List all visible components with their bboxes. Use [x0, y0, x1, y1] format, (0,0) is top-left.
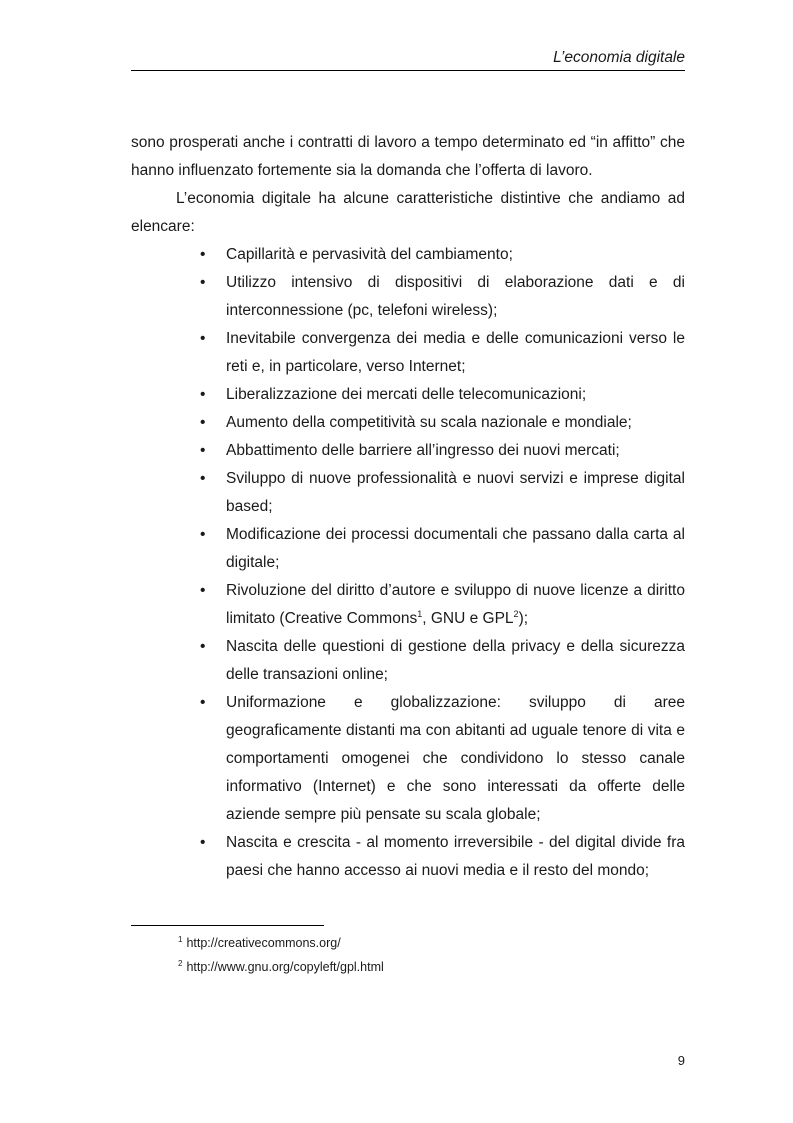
- list-item: [131, 325, 685, 381]
- list-item: [131, 521, 685, 577]
- list-item: [131, 577, 685, 633]
- running-header: [131, 48, 685, 71]
- list-item-text: Uniformazione e globalizzazione: sviluppo di aree geograficamente distanti ma con abitanti ad uguale tenore di vita e comportamenti omogenei che condividono lo stesso canale informativo (Internet) e che sono interessati da offerte delle aziende sempre più pensate su scala globale;: [226, 694, 685, 823]
- list-item: [131, 437, 685, 465]
- bullet-icon: •: [200, 582, 206, 599]
- footnotes: [178, 931, 384, 979]
- bullet-icon: •: [200, 274, 206, 291]
- list-item-text: Sviluppo di nuove professionalità e nuovi servizi e imprese digital based;: [226, 470, 685, 515]
- list-item-text-part: );: [518, 610, 529, 627]
- list-item-text: [226, 582, 685, 627]
- bullet-list: [131, 241, 685, 885]
- bullet-icon: •: [200, 526, 206, 543]
- bullet-icon: •: [200, 386, 206, 403]
- footnote-1: [178, 931, 384, 955]
- list-item: [131, 269, 685, 325]
- footnote-link[interactable]: http://www.gnu.org/copyleft/gpl.html: [186, 960, 384, 974]
- list-item-text: Nascita delle questioni di gestione della privacy e della sicurezza delle transazioni online;: [226, 638, 685, 683]
- footnote-number: 1: [178, 935, 183, 944]
- intro-paragraph: sono prosperati anche i contratti di lavoro a tempo determinato ed “in affitto” che hanno influenzato fortemente sia la domanda che l’offerta di lavoro.: [131, 134, 685, 179]
- list-item: [131, 381, 685, 409]
- list-item-text: Aumento della competitività su scala nazionale e mondiale;: [226, 414, 632, 431]
- footnote-link[interactable]: http://creativecommons.org/: [186, 936, 341, 950]
- bullet-icon: •: [200, 246, 206, 263]
- list-item: [131, 241, 685, 269]
- bullet-icon: •: [200, 638, 206, 655]
- list-item-text: Abbattimento delle barriere all’ingresso dei nuovi mercati;: [226, 442, 620, 459]
- footnote-ref-2[interactable]: 2: [513, 609, 519, 619]
- list-item-text-part: Rivoluzione del diritto d’autore e sviluppo di nuove licenze a diritto limitato (Creative Commons: [226, 582, 685, 627]
- bullet-icon: •: [200, 834, 206, 851]
- list-item-text: Capillarità e pervasività del cambiamento;: [226, 246, 513, 263]
- bullet-icon: •: [200, 470, 206, 487]
- bullet-icon: •: [200, 694, 206, 711]
- footnote-ref-1[interactable]: 1: [417, 609, 423, 619]
- bullet-icon: •: [200, 330, 206, 347]
- list-item: [131, 409, 685, 437]
- lead-paragraph: L’economia digitale ha alcune caratteristiche distintive che andiamo ad elencare:: [131, 190, 685, 235]
- list-item-text: Liberalizzazione dei mercati delle telecomunicazioni;: [226, 386, 587, 403]
- page-number: 9: [677, 1053, 685, 1068]
- list-item: [131, 633, 685, 689]
- list-item-text-part: , GNU e GPL: [422, 610, 514, 627]
- list-item: [131, 689, 685, 829]
- list-item: [131, 829, 685, 885]
- footnote-number: 2: [178, 959, 183, 968]
- list-item: [131, 465, 685, 521]
- bullet-icon: •: [200, 442, 206, 459]
- running-header-title: L’economia digitale: [553, 49, 685, 66]
- list-item-text: Inevitabile convergenza dei media e delle comunicazioni verso le reti e, in particolare, verso Internet;: [226, 330, 685, 375]
- list-item-text: Modificazione dei processi documentali che passano dalla carta al digitale;: [226, 526, 685, 571]
- bullet-icon: •: [200, 414, 206, 431]
- footnote-divider: [131, 925, 324, 926]
- list-item-text: Nascita e crescita - al momento irreversibile - del digital divide fra paesi che hanno accesso ai nuovi media e il resto del mondo;: [226, 834, 685, 879]
- list-item-text: Utilizzo intensivo di dispositivi di elaborazione dati e di interconnessione (pc, telefoni wireless);: [226, 274, 685, 319]
- footnote-2: [178, 955, 384, 979]
- body-text: [131, 129, 685, 885]
